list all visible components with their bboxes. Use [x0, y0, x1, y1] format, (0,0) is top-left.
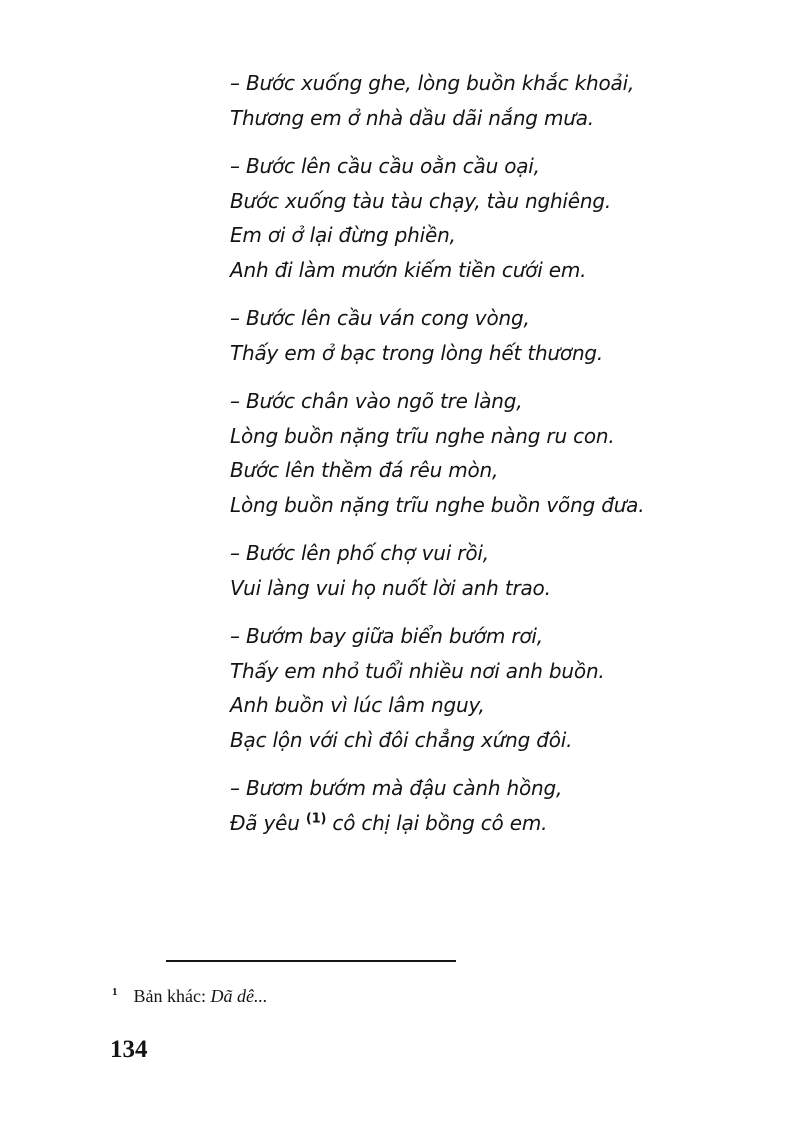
poem-line: – Bướm bay giữa biển bướm rơi, [230, 624, 543, 648]
footnote-reference[interactable]: (1) [305, 810, 327, 826]
poem-line: Vui làng vui họ nuốt lời anh trao. [230, 575, 551, 600]
stanza [230, 619, 770, 757]
poem-line: – Bước chân vào ngõ tre làng, [230, 389, 523, 413]
stanza [230, 536, 770, 605]
poem [230, 66, 770, 854]
poem-line-with-footnote-ref [230, 806, 770, 841]
footnote-separator [166, 960, 456, 962]
stanza [230, 771, 770, 840]
stanza [230, 384, 770, 522]
poem-line: – Bươm bướm mà đậu cành hồng, [230, 776, 563, 800]
poem-line: Bước lên thềm đá rêu mòn, [230, 458, 499, 482]
poem-line: – Bước lên cầu ván cong vòng, [230, 306, 530, 330]
poem-line: Thấy em ở bạc trong lòng hết thương. [230, 340, 604, 365]
stanza [230, 66, 770, 135]
poem-line: Anh buồn vì lúc lâm nguy, [230, 693, 485, 717]
poem-line: Anh đi làm mướn kiếm tiền cưới em. [230, 257, 587, 282]
poem-line: – Bước xuống ghe, lòng buồn khắc khoải, [230, 71, 635, 95]
poem-line: Em ơi ở lại đừng phiền, [230, 223, 456, 247]
footnote-text: Dã dê... [210, 986, 268, 1006]
poem-line: Bạc lộn với chì đôi chẳng xứng đôi. [230, 727, 573, 752]
line-text-after: cô chị lại bồng cô em. [326, 810, 548, 835]
stanza [230, 301, 770, 370]
poem-line: Thấy em nhỏ tuổi nhiều nơi anh buồn. [230, 658, 605, 683]
line-text-before: Đã yêu [230, 810, 306, 835]
poem-line: Bước xuống tàu tàu chạy, tàu nghiêng. [230, 188, 612, 213]
stanza [230, 149, 770, 287]
footnote [112, 986, 267, 1007]
footnote-label: Bản khác: [133, 986, 211, 1006]
poem-line: Thương em ở nhà dầu dãi nắng mưa. [230, 105, 594, 130]
poem-line: – Bước lên phố chợ vui rồi, [230, 541, 489, 565]
poem-line: Lòng buồn nặng trĩu nghe nàng ru con. [230, 423, 615, 448]
poem-line: Lòng buồn nặng trĩu nghe buồn võng đưa. [230, 492, 645, 517]
footnote-marker: 1 [112, 986, 118, 998]
page-number: 134 [110, 1036, 148, 1063]
poem-line: – Bước lên cầu cầu oằn cầu oại, [230, 154, 540, 178]
